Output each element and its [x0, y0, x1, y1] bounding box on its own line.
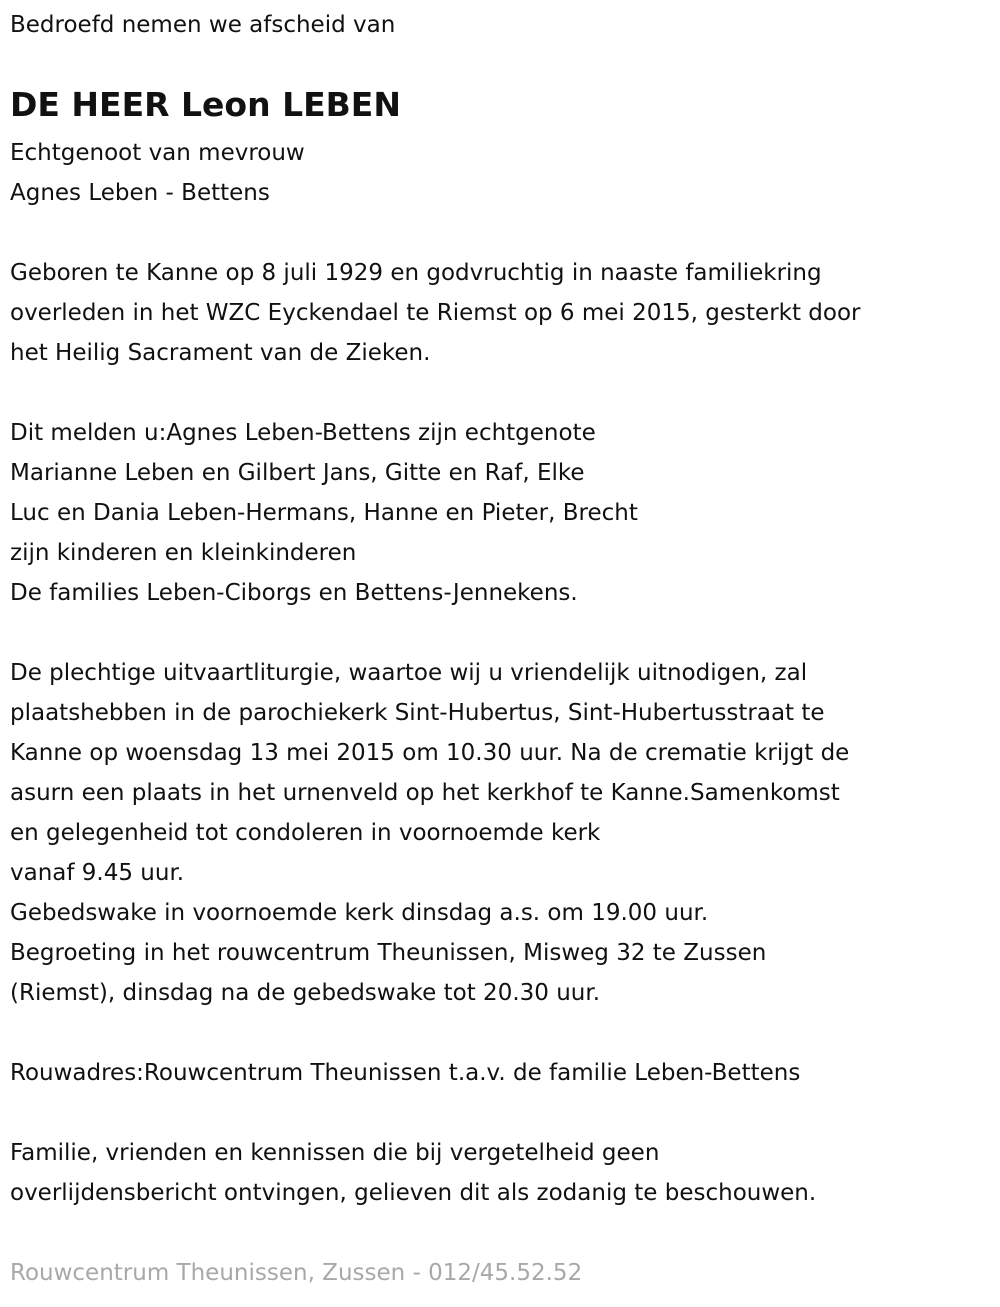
ceremony-block: [10, 653, 1000, 1013]
family-block: [10, 413, 1000, 613]
ceremony-line: en gelegenheid tot condoleren in voornoemde kerk: [10, 820, 601, 846]
ceremony-line: Begroeting in het rouwcentrum Theunissen, Misweg 32 te Zussen: [10, 940, 767, 966]
ceremony-line: vanaf 9.45 uur.: [10, 860, 185, 886]
family-line: zijn kinderen en kleinkinderen: [10, 540, 357, 566]
ceremony-line: plaatshebben in de parochiekerk Sint-Hubertus, Sint-Hubertusstraat te: [10, 700, 825, 726]
closing-line: Familie, vrienden en kennissen die bij vergetelheid geen: [10, 1140, 660, 1166]
family-line: De families Leben-Ciborgs en Bettens-Jennekens.: [10, 580, 578, 606]
spouse-line: Agnes Leben - Bettens: [10, 180, 270, 206]
birth-death-block: [10, 253, 1000, 373]
obituary-document: [10, 5, 1000, 1293]
intro-text: Bedroefd nemen we afscheid van: [10, 12, 396, 38]
spouse-block: [10, 133, 1000, 213]
family-line: Dit melden u:Agnes Leben-Bettens zijn echtgenote: [10, 420, 596, 446]
deceased-name: DE HEER Leon LEBEN: [10, 85, 401, 124]
ceremony-line: Kanne op woensdag 13 mei 2015 om 10.30 uur. Na de crematie krijgt de: [10, 740, 850, 766]
birth-death-line: het Heilig Sacrament van de Zieken.: [10, 340, 431, 366]
ceremony-line: De plechtige uitvaartliturgie, waartoe wij u vriendelijk uitnodigen, zal: [10, 660, 808, 686]
birth-death-line: Geboren te Kanne op 8 juli 1929 en godvruchtig in naaste familiekring: [10, 260, 822, 286]
funeral-home-footer: Rouwcentrum Theunissen, Zussen - 012/45.52.52: [10, 1260, 583, 1286]
family-line: Luc en Dania Leben-Hermans, Hanne en Pieter, Brecht: [10, 500, 638, 526]
mourning-address: Rouwadres:Rouwcentrum Theunissen t.a.v. de familie Leben-Bettens: [10, 1060, 801, 1086]
spouse-line: Echtgenoot van mevrouw: [10, 140, 305, 166]
birth-death-line: overleden in het WZC Eyckendael te Riemst op 6 mei 2015, gesterkt door: [10, 300, 861, 326]
closing-line: overlijdensbericht ontvingen, gelieven dit als zodanig te beschouwen.: [10, 1180, 817, 1206]
ceremony-line: Gebedswake in voornoemde kerk dinsdag a.s. om 19.00 uur.: [10, 900, 709, 926]
ceremony-line: asurn een plaats in het urnenveld op het kerkhof te Kanne.Samenkomst: [10, 780, 840, 806]
ceremony-line: (Riemst), dinsdag na de gebedswake tot 20.30 uur.: [10, 980, 601, 1006]
closing-block: [10, 1133, 1000, 1213]
family-line: Marianne Leben en Gilbert Jans, Gitte en Raf, Elke: [10, 460, 585, 486]
